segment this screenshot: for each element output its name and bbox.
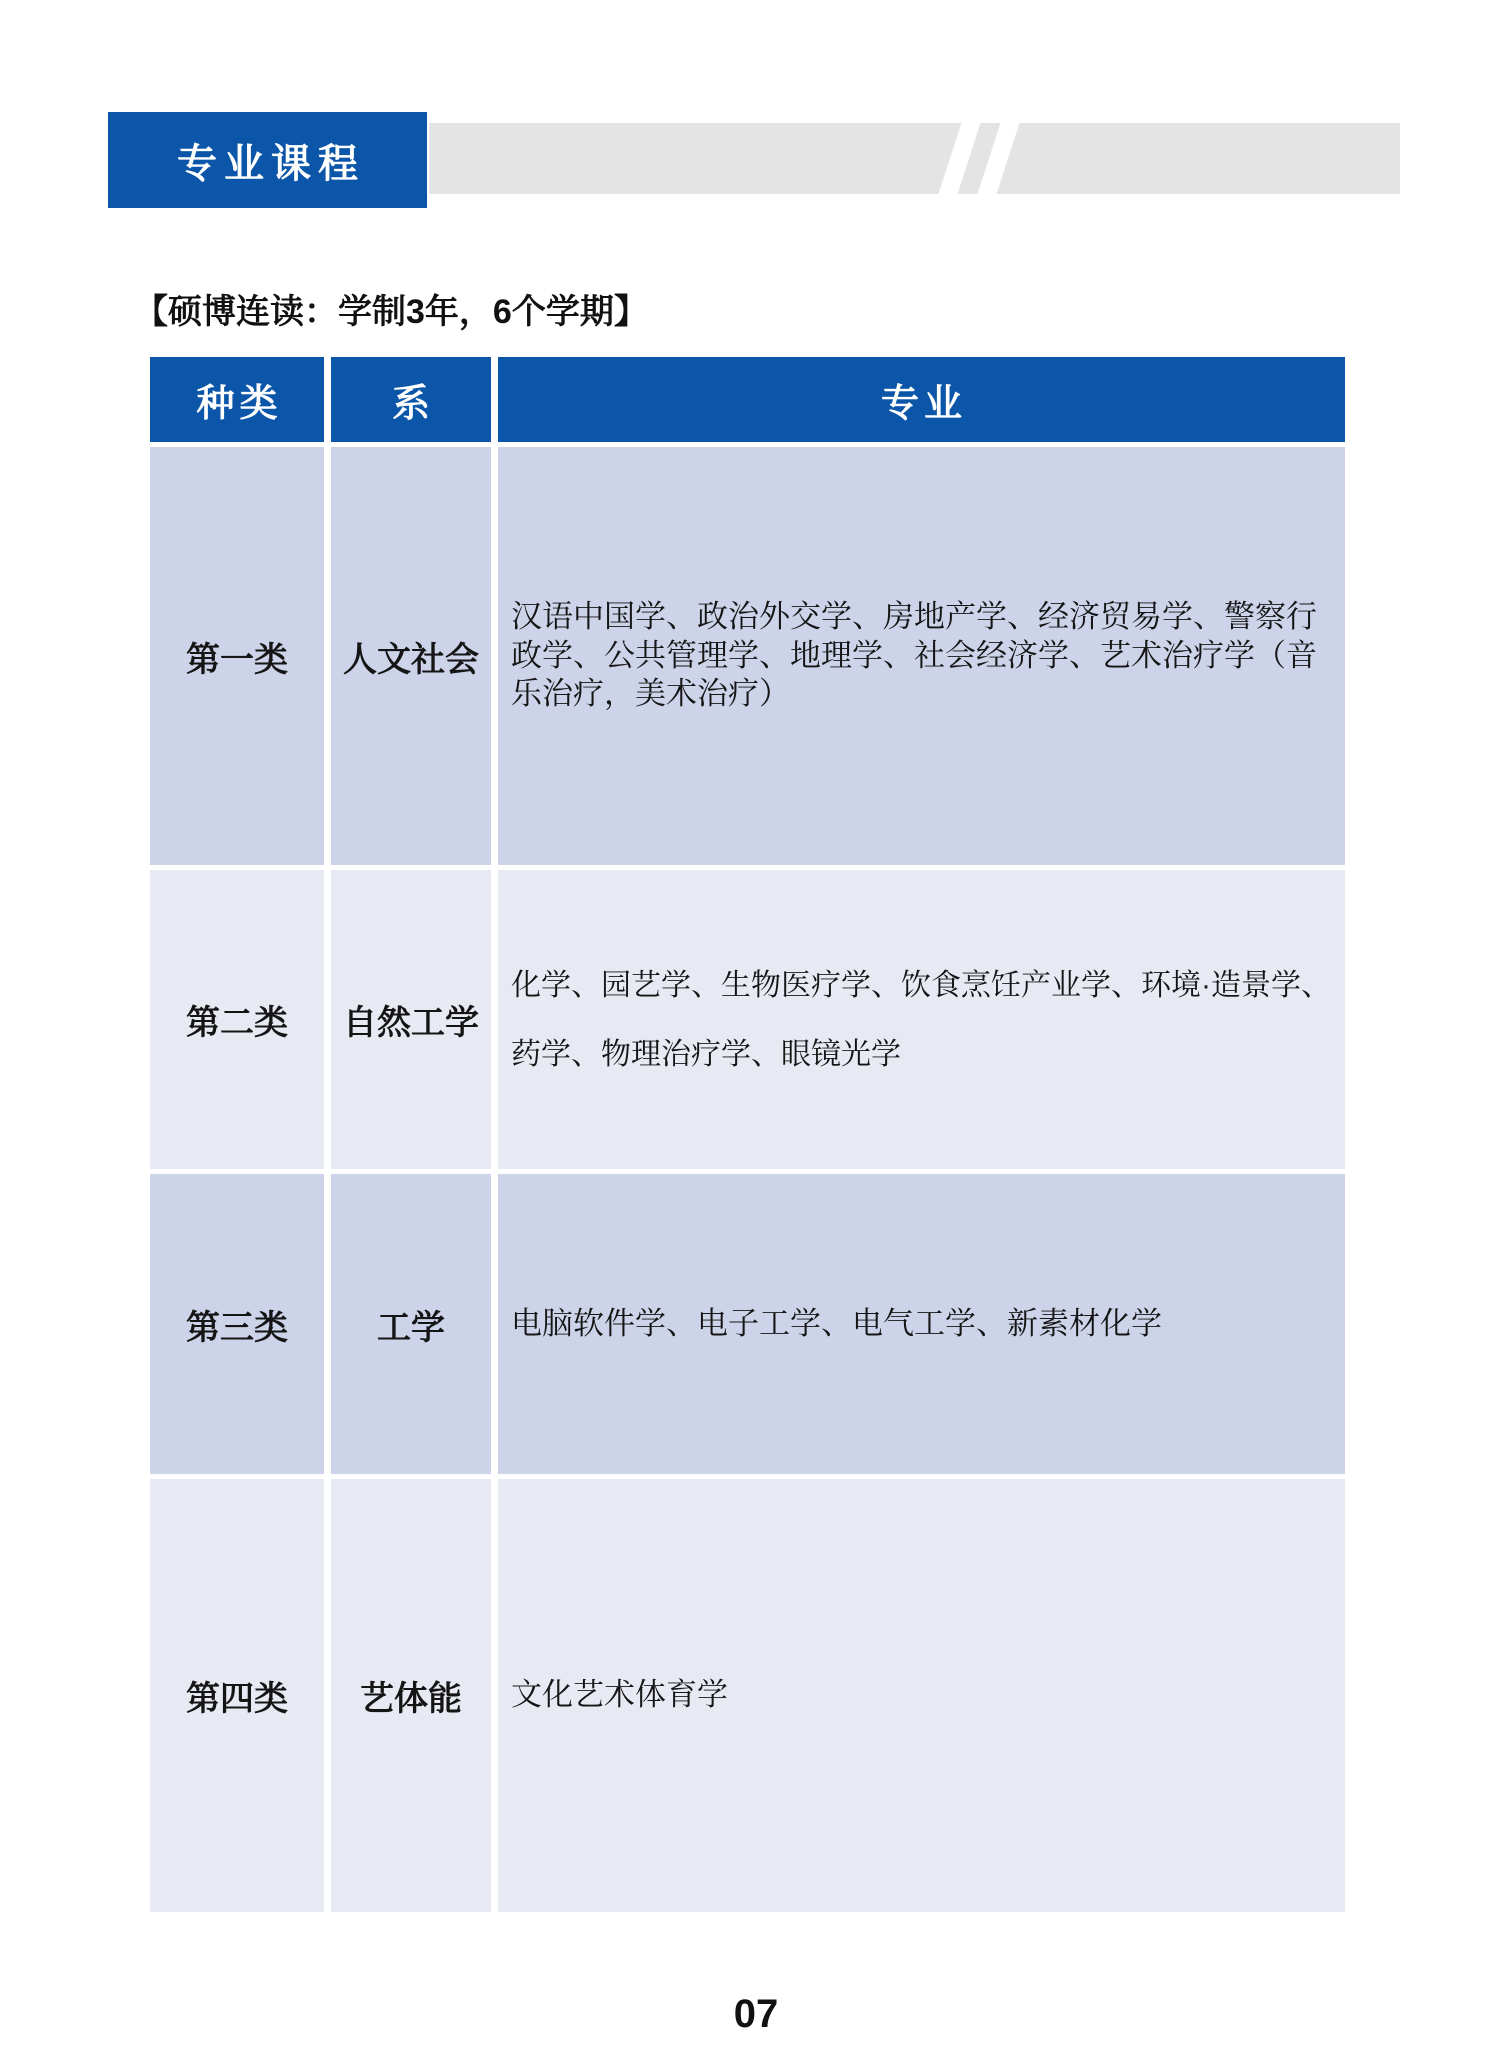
- section-banner-label: 专业课程: [177, 141, 365, 186]
- diagonal-slash-decoration: [974, 123, 1024, 194]
- row2-category-cell: 第二类: [150, 870, 324, 1169]
- row3-majors-text: 电脑软件学、电子工学、电气工学、新素材化学: [511, 1305, 1162, 1341]
- row1-majors-text: 汉语中国学、政治外交学、房地产学、经济贸易学、警察行政学、公共管理学、地理学、社会经济学、艺术治疗学（音乐治疗，美术治疗）: [511, 599, 1317, 712]
- row1-department-cell: 人文社会: [331, 447, 491, 865]
- row4-department-cell: 艺体能: [331, 1479, 491, 1912]
- row3-department-cell: 工学: [331, 1174, 491, 1474]
- row4-majors-text: 文化艺术体育学: [511, 1677, 728, 1713]
- row3-majors-cell: [498, 1174, 1345, 1474]
- majors-table: [150, 357, 1345, 1912]
- header-cell-category: 种类: [150, 357, 324, 442]
- page-number: 07: [733, 1992, 779, 2036]
- row4-majors-cell: [498, 1479, 1345, 1912]
- diagonal-slash-decoration: [935, 123, 985, 194]
- program-heading: 【硕博连读：学制3年，6个学期】: [134, 293, 648, 331]
- row4-category-cell: 第四类: [150, 1479, 324, 1912]
- row1-majors-cell: [498, 447, 1345, 865]
- section-banner: [108, 112, 427, 208]
- row1-category-cell: 第一类: [150, 447, 324, 865]
- row2-majors-cell: [498, 870, 1345, 1169]
- row3-category-cell: 第三类: [150, 1174, 324, 1474]
- row2-department-cell: 自然工学: [331, 870, 491, 1169]
- header-cell-major: 专业: [498, 357, 1345, 442]
- banner-gray-band: [429, 123, 1400, 194]
- header-cell-department: 系: [331, 357, 491, 442]
- row2-majors-text: 化学、园艺学、生物医疗学、饮食烹饪产业学、环境·造景学、药学、物理治疗学、眼镜光学: [511, 968, 1331, 1071]
